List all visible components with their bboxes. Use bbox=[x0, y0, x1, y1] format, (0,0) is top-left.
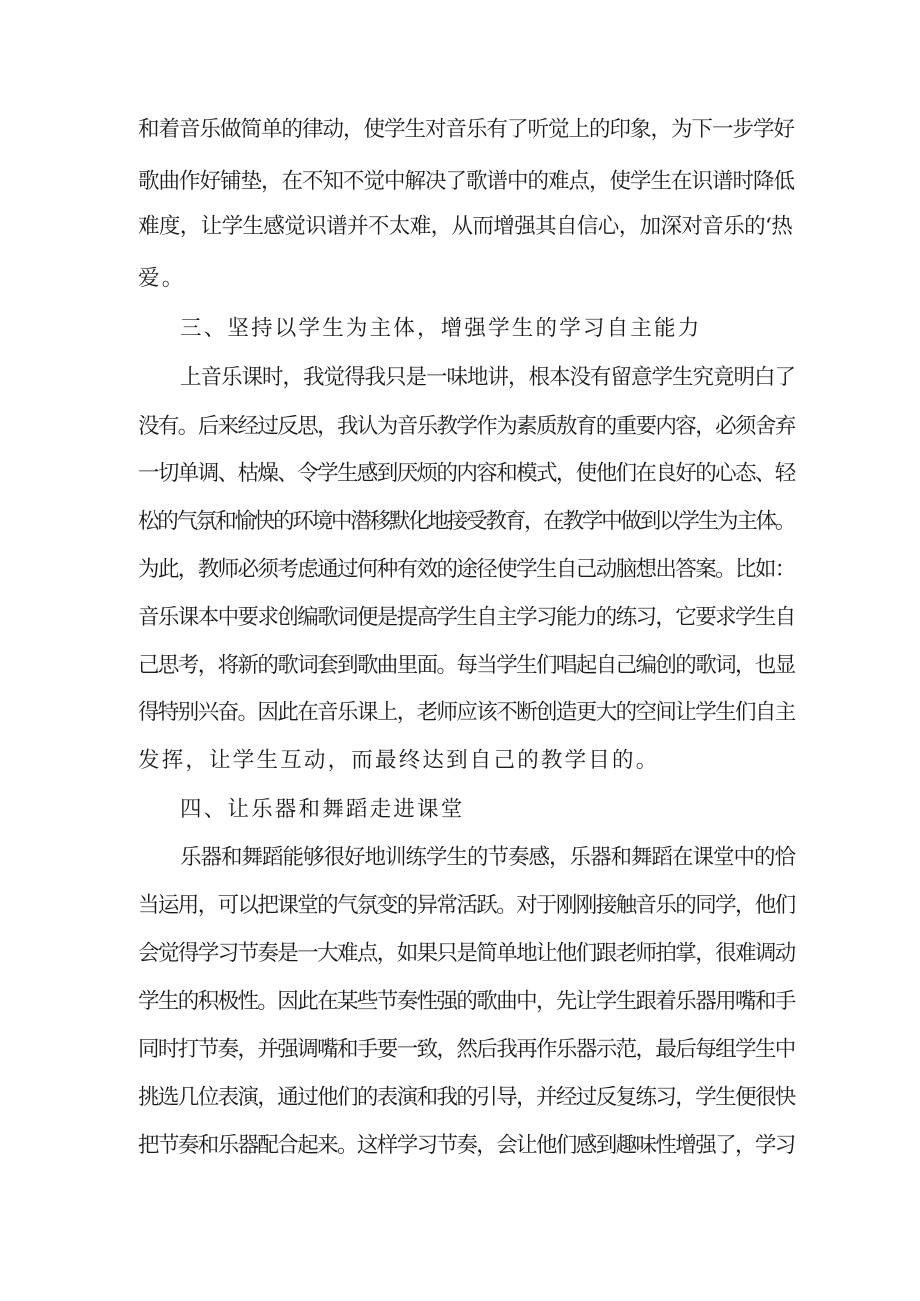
section-heading: 四、让乐器和舞蹈走进课堂 bbox=[180, 797, 465, 822]
paragraph-line: 爱。 bbox=[138, 266, 186, 291]
paragraph-line: 没有。后来经过反思，我认为音乐教学作为素质敖育的重要内容，必须舍弃 bbox=[138, 414, 795, 439]
paragraph-line: 为此，教师必须考虑通过何种有效的途径使学生自己动脑想出答案。比如： bbox=[138, 557, 795, 582]
paragraph-line: 把节奏和乐器配合起来。这样学习节奏，会让他们感到趣味性增强了，学习 bbox=[138, 1133, 795, 1158]
paragraph-line: 上音乐课时，我觉得我只是一味地讲，根本没有留意学生究竟明白了 bbox=[180, 365, 796, 390]
paragraph-line: 歌曲作好铺垫，在不知不觉中解决了歌谱中的难点，使学生在识谱时降低 bbox=[138, 169, 795, 194]
paragraph-line: 和着音乐做简单的律动，使学生对音乐有了听觉上的印象，为下一步学好 bbox=[138, 117, 795, 142]
paragraph-line: 学生的积极性。因此在某些节奏性强的歌曲中，先让学生跟着乐器用嘴和手 bbox=[138, 989, 795, 1014]
paragraph-line: 松的气氛和愉快的环境中潜移默化地接受教育，在教学中做到以学生为主体。 bbox=[138, 509, 795, 534]
paragraph-line: 音乐课本中要求创编歌词便是提高学生自主学习能力的练习，它要求学生自 bbox=[138, 605, 795, 630]
paragraph-line: 一切单调、枯燥、令学生感到厌烦的内容和模式，使他们在良好的心态、轻 bbox=[138, 461, 795, 486]
paragraph-line: 会觉得学习节奏是一大难点，如果只是简单地让他们跟老师拍掌，很难调动 bbox=[138, 941, 795, 966]
paragraph-line: 难度，让学生感觉识谱并不太难，从而增强其自信心，加深对音乐的‘热 bbox=[138, 214, 793, 239]
paragraph-line: 己思考，将新的歌词套到歌曲里面。每当学生们唱起自己编创的歌词，也显 bbox=[138, 653, 795, 678]
paragraph-line: 同时打节奏，并强调嘴和手要一致，然后我再作乐器示范，最后每组学生中 bbox=[138, 1037, 795, 1062]
paragraph-line: 得特别兴奋。因此在音乐课上，老师应该不断创造更大的空间让学生们自主 bbox=[138, 700, 795, 725]
section-heading: 三、坚持以学生为主体，增强学生的学习自主能力 bbox=[180, 316, 702, 341]
paragraph-line: 发挥，让学生互动，而最终达到自己的教学目的。 bbox=[138, 748, 660, 773]
paragraph-line: 当运用，可以把课堂的气氛变的异常活跃。对于刚刚接触音乐的同学，他们 bbox=[138, 893, 795, 918]
paragraph-line: 挑选几位表演，通过他们的表演和我的引导，并经过反复练习，学生便很快 bbox=[138, 1085, 795, 1110]
paragraph-line: 乐器和舞蹈能够很好地训练学生的节奏感，乐器和舞蹈在课堂中的恰 bbox=[180, 845, 796, 870]
